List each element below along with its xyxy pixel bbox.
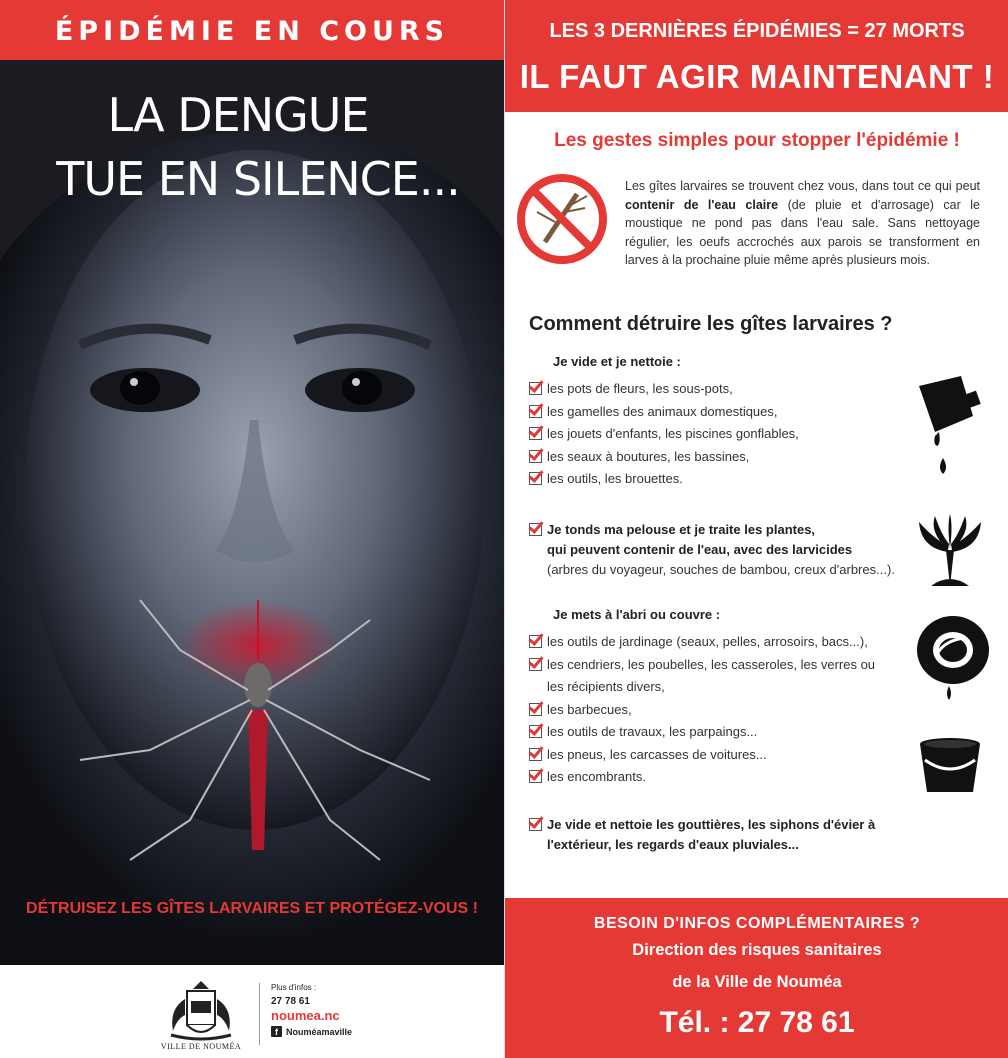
- how-to-destroy-title: Comment détruire les gîtes larvaires ?: [529, 313, 893, 335]
- checkbox-icon: [529, 405, 542, 418]
- facebook-label: Nouméamaville: [286, 1026, 353, 1037]
- footer-divider: [259, 983, 260, 1045]
- list-item: les encombrants.: [529, 766, 875, 789]
- headline-line-2: TUE EN SILENCE...: [56, 152, 460, 206]
- city-name: de la Ville de Nouméa: [672, 973, 842, 991]
- more-info-phone: 27 78 61: [271, 996, 310, 1007]
- destroy-breeding-sites-slogan: DÉTRUISEZ LES GÎTES LARVAIRES ET PROTÉGEZ-VOUS !: [26, 900, 478, 917]
- list-item: les jouets d'enfants, les piscines gonflables,: [529, 423, 799, 446]
- pouring-pot-icon: [913, 372, 983, 482]
- shelter-or-cover-list: [529, 631, 875, 789]
- empty-and-clean-list: [529, 378, 799, 491]
- intro-text-bold: contenir de l'eau claire: [625, 197, 779, 212]
- checkbox-icon: [529, 818, 542, 831]
- crest-caption: VILLE DE NOUMÉA: [160, 1042, 242, 1051]
- checkbox-icon: [529, 382, 542, 395]
- checkbox-icon: [529, 523, 542, 536]
- shelter-or-cover-label: Je mets à l'abri ou couvre :: [553, 607, 721, 622]
- list-item: les pneus, les carcasses de voitures...: [529, 744, 875, 767]
- checkbox-icon: [529, 748, 542, 761]
- left-footer: [0, 965, 504, 1058]
- gutters-item: [529, 815, 875, 855]
- checkbox-icon: [529, 450, 542, 463]
- palm-tree-icon: [917, 514, 983, 588]
- checkbox-icon: [529, 427, 542, 440]
- gutters-line-2: l'extérieur, les regards d'eaux pluviales...: [547, 837, 799, 852]
- more-info-label: Plus d'infos :: [271, 983, 317, 992]
- contact-phone[interactable]: Tél. : 27 78 61: [659, 1006, 855, 1039]
- list-item: les outils, les brouettes.: [529, 468, 799, 491]
- facebook-icon: f: [271, 1026, 282, 1037]
- list-item: les barbecues,: [529, 699, 875, 722]
- breeding-sites-intro: [625, 177, 980, 270]
- deaths-count-text: LES 3 DERNIÈRES ÉPIDÉMIES = 27 MORTS: [549, 20, 965, 42]
- epidemic-banner: ÉPIDÉMIE EN COURS: [0, 0, 504, 60]
- intro-text-part-2: (de pluie et d'arrosage) car le moustique ne pond pas dans l'eau sale. Sans nettoyage régulier, les oeufs accrochés aux parois se transforment en larves à la prochaine pluie même après plusieurs mois.: [625, 197, 981, 267]
- city-crest-icon: [163, 979, 239, 1043]
- mow-lawn-line-1: Je tonds ma pelouse et je traite les plantes,: [547, 522, 816, 537]
- checkbox-icon: [529, 703, 542, 716]
- deaths-banner: [505, 0, 1008, 112]
- intro-text-part-1: Les gîtes larvaires se trouvent chez vous, dans tout ce qui peut: [625, 179, 980, 193]
- contact-footer: [505, 898, 1008, 1058]
- list-item: les cendriers, les poubelles, les casseroles, les verres ou: [529, 654, 875, 677]
- department-name: Direction des risques sanitaires: [632, 941, 882, 959]
- need-info-text: BESOIN D'INFOS COMPLÉMENTAIRES ?: [593, 915, 921, 932]
- list-item: les récipients divers,: [547, 679, 665, 694]
- poster-right-panel: [504, 0, 1008, 1058]
- child-face-photo: [0, 60, 504, 965]
- gutters-line-1: Je vide et nettoie les gouttières, les siphons d'évier à: [547, 817, 876, 832]
- no-mosquito-icon: [515, 172, 609, 266]
- website-link[interactable]: noumea.nc: [271, 1008, 340, 1023]
- bucket-icon: [917, 736, 983, 794]
- list-item: les seaux à boutures, les bassines,: [529, 446, 799, 469]
- list-item: les pots de fleurs, les sous-pots,: [529, 378, 799, 401]
- empty-and-clean-label: Je vide et je nettoie :: [553, 354, 681, 369]
- list-item: les outils de jardinage (seaux, pelles, arrosoirs, bacs...),: [529, 631, 875, 654]
- list-item: les outils de travaux, les parpaings...: [529, 721, 875, 744]
- checkbox-icon: [529, 472, 542, 485]
- facebook-link[interactable]: [271, 1026, 352, 1037]
- mow-lawn-line-2: qui peuvent contenir de l'eau, avec des larvicides: [547, 542, 853, 557]
- checkbox-icon: [529, 635, 542, 648]
- mow-lawn-examples: (arbres du voyageur, souches de bambou, creux d'arbres...).: [547, 562, 895, 577]
- checkbox-icon: [529, 725, 542, 738]
- headline-line-1: LA DENGUE: [107, 88, 369, 142]
- act-now-text: IL FAUT AGIR MAINTENANT !: [519, 58, 995, 95]
- simple-gestures-title: Les gestes simples pour stopper l'épidémie !: [554, 130, 960, 151]
- mow-lawn-item: [529, 520, 895, 580]
- tire-icon: [915, 614, 991, 704]
- checkbox-icon: [529, 770, 542, 783]
- list-item: les gamelles des animaux domestiques,: [529, 401, 799, 424]
- checkbox-icon: [529, 658, 542, 671]
